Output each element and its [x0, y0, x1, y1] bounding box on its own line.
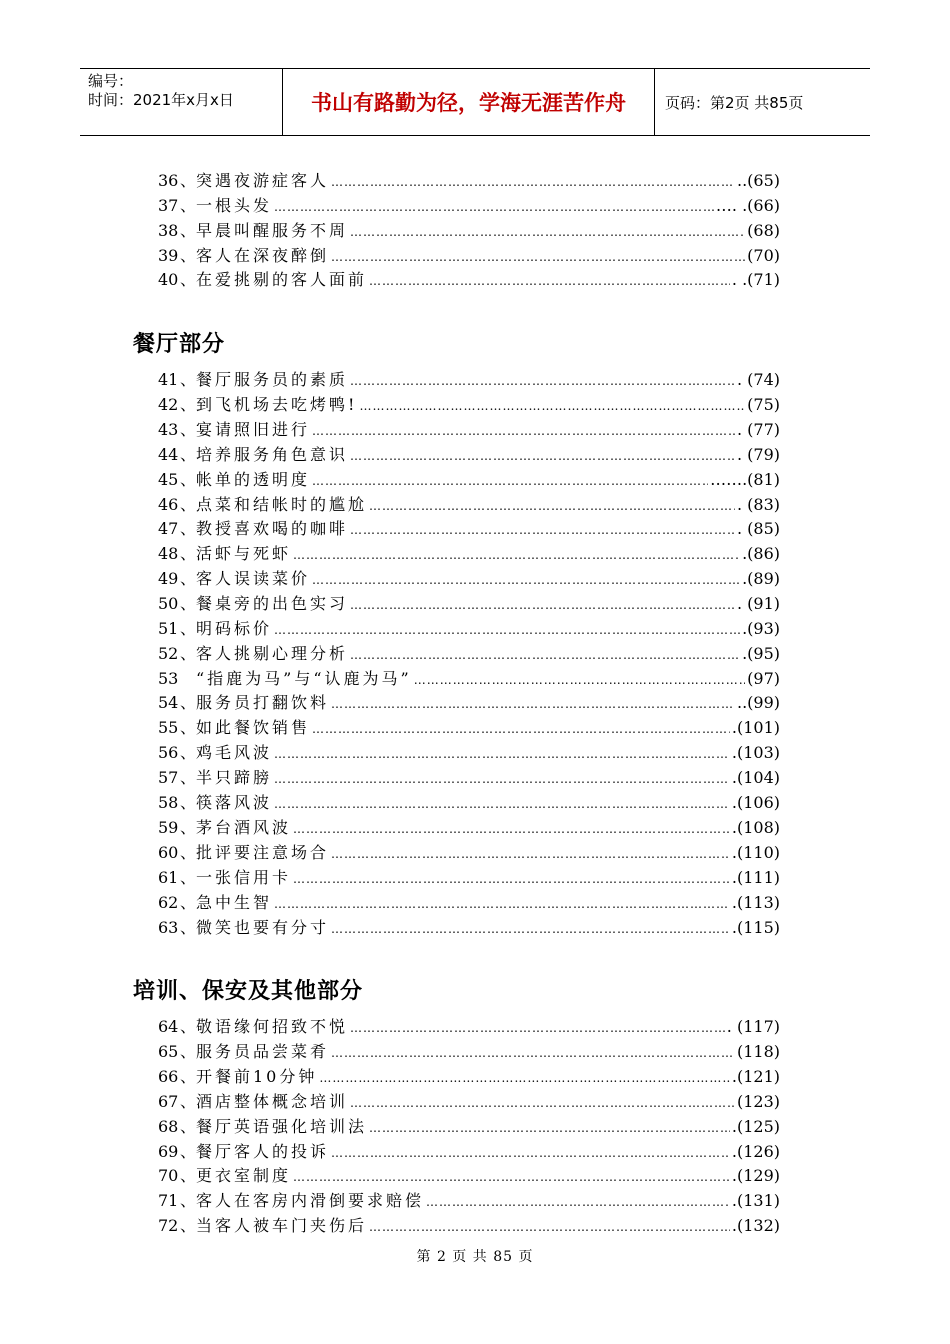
- entry-title: 早晨叫醒服务不周: [196, 221, 349, 240]
- entry-number: 43: [158, 420, 179, 439]
- entry-number: 63: [158, 918, 179, 937]
- toc-entry[interactable]: [158, 1140, 780, 1164]
- entry-separator: 、: [180, 1191, 197, 1210]
- toc-entry[interactable]: [158, 1015, 780, 1039]
- dot-leader: [312, 419, 735, 443]
- entry-number: 37: [158, 196, 179, 215]
- entry-page: .(111): [731, 868, 780, 887]
- entry-page: .(129): [731, 1166, 780, 1185]
- dot-leader: [293, 1165, 730, 1189]
- entry-page: . (79): [736, 445, 780, 464]
- entry-separator: 、: [180, 420, 197, 439]
- entry-page: (123): [736, 1092, 780, 1111]
- entry-separator: 、: [180, 196, 197, 215]
- entry-page: .(93): [742, 619, 780, 638]
- entry-separator: 、: [180, 171, 197, 190]
- date-label: 时间：2021年x月x日: [88, 91, 234, 109]
- toc-entry[interactable]: [158, 418, 780, 442]
- entry-number: 40: [158, 270, 179, 289]
- entry-separator: 、: [180, 893, 197, 912]
- dot-leader: [331, 1141, 730, 1165]
- entry-page: . (85): [736, 519, 780, 538]
- entry-title: 明码标价: [196, 619, 273, 638]
- entry-number: 48: [158, 544, 179, 563]
- toc-entry[interactable]: [158, 1065, 780, 1089]
- dot-leader: [350, 643, 740, 667]
- entry-title: 鸡毛风波: [196, 743, 273, 762]
- toc-entry[interactable]: [158, 1189, 780, 1213]
- dot-leader: [293, 817, 730, 841]
- entry-number: 57: [158, 768, 179, 787]
- entry-number: 70: [158, 1166, 179, 1185]
- dot-leader: [331, 917, 730, 941]
- entry-title: 服务员打翻饮料: [196, 693, 330, 712]
- entry-page: …….(81): [710, 470, 780, 489]
- toc-entry[interactable]: [158, 667, 780, 691]
- entry-title: 当客人被车门夹伤后: [196, 1216, 368, 1235]
- entry-page: (75): [747, 395, 780, 414]
- entry-separator: 、: [180, 818, 197, 837]
- entry-number: 50: [158, 594, 179, 613]
- toc-entry[interactable]: [158, 766, 780, 790]
- entry-page: . .(71): [731, 270, 780, 289]
- entry-separator: 、: [180, 644, 197, 663]
- page-header: [80, 68, 870, 136]
- dot-leader: [350, 369, 735, 393]
- dot-leader: [350, 220, 745, 244]
- entry-title: 餐桌旁的出色实习: [196, 594, 349, 613]
- entry-title: 微笑也要有分寸: [196, 918, 330, 937]
- entry-page: .(108): [731, 818, 780, 837]
- entry-number: 59: [158, 818, 179, 837]
- dot-leader: [293, 867, 730, 891]
- toc-entry[interactable]: [158, 368, 780, 392]
- entry-separator: 、: [180, 519, 197, 538]
- dot-leader: [274, 742, 730, 766]
- entry-separator: 、: [180, 1117, 197, 1136]
- entry-page: …. .(66): [715, 196, 780, 215]
- dot-leader: [331, 170, 735, 194]
- entry-number: 45: [158, 470, 179, 489]
- dot-leader: [293, 543, 740, 567]
- entry-separator: 、: [180, 918, 197, 937]
- entry-separator: 、: [180, 1017, 197, 1036]
- entry-number: 69: [158, 1142, 179, 1161]
- entry-title: 培养服务角色意识: [196, 445, 349, 464]
- entry-page: . (74): [736, 370, 780, 389]
- section-heading: 培训、保安及其他部分: [133, 979, 364, 1004]
- entry-title: 帐单的透明度: [196, 470, 311, 489]
- entry-title: 在爱挑剔的客人面前: [196, 270, 368, 289]
- entry-title: 餐厅客人的投诉: [196, 1142, 330, 1161]
- entry-page: .(115): [731, 918, 780, 937]
- entry-number: 67: [158, 1092, 179, 1111]
- entry-title: 点菜和结帐时的尴尬: [196, 495, 368, 514]
- entry-separator: 、: [180, 1042, 197, 1061]
- number-label: 编号：: [88, 72, 134, 90]
- header-motto: 书山有路勤为径，学海无涯苦作舟: [283, 69, 655, 135]
- entry-title: 到飞机场去吃烤鸭!: [196, 395, 358, 414]
- dot-leader: [369, 1215, 730, 1239]
- entry-separator: 、: [180, 569, 197, 588]
- toc-entry[interactable]: [158, 268, 780, 292]
- entry-number: 42: [158, 395, 179, 414]
- dot-leader: [274, 792, 730, 816]
- entry-title: 开餐前10分钟: [196, 1067, 318, 1086]
- entry-page: .(113): [731, 893, 780, 912]
- entry-page: .(126): [731, 1142, 780, 1161]
- toc-entry[interactable]: [158, 194, 780, 218]
- entry-separator: 、: [180, 221, 197, 240]
- entry-title: 批评要注意场合: [196, 843, 330, 862]
- entry-title: 一张信用卡: [196, 868, 292, 887]
- entry-page: .(110): [731, 843, 780, 862]
- entry-separator: 、: [180, 768, 197, 787]
- dot-leader: [331, 842, 730, 866]
- entry-page: (118): [736, 1042, 780, 1061]
- entry-title: “指鹿为马”与“认鹿为马”: [196, 669, 412, 688]
- toc-entry[interactable]: [158, 916, 780, 940]
- toc-entry[interactable]: [158, 1040, 780, 1064]
- entry-separator: 、: [180, 718, 197, 737]
- entry-number: 66: [158, 1067, 179, 1086]
- entry-title: 餐厅英语强化培训法: [196, 1117, 368, 1136]
- entry-separator: 、: [180, 843, 197, 862]
- entry-title: 客人误读菜价: [196, 569, 311, 588]
- dot-leader: [369, 1116, 730, 1140]
- entry-number: 36: [158, 171, 179, 190]
- entry-separator: 、: [180, 246, 197, 265]
- entry-separator: 、: [180, 1142, 197, 1161]
- toc-entry[interactable]: [158, 393, 780, 417]
- entry-title: 筷落风波: [196, 793, 273, 812]
- entry-title: 如此餐饮销售: [196, 718, 311, 737]
- entry-separator: 、: [180, 1067, 197, 1086]
- entry-number: 61: [158, 868, 179, 887]
- entry-page: .(121): [731, 1067, 780, 1086]
- dot-leader: [350, 1091, 735, 1115]
- entry-page: .(125): [731, 1117, 780, 1136]
- entry-number: 49: [158, 569, 179, 588]
- entry-number: 62: [158, 893, 179, 912]
- dot-leader: [350, 593, 735, 617]
- entry-page: ..(65): [736, 171, 780, 190]
- toc-entry[interactable]: [158, 642, 780, 666]
- entry-page: .(103): [731, 743, 780, 762]
- entry-separator: 、: [180, 1166, 197, 1185]
- entry-page: . (117): [726, 1017, 780, 1036]
- entry-page: .(101): [731, 718, 780, 737]
- entry-title: 服务员品尝菜肴: [196, 1042, 330, 1061]
- entry-separator: 、: [180, 470, 197, 489]
- entry-title: 急中生智: [196, 893, 273, 912]
- toc-entry[interactable]: [158, 691, 780, 715]
- entry-page: ..(99): [736, 693, 780, 712]
- toc-entry[interactable]: [158, 567, 780, 591]
- entry-number: 65: [158, 1042, 179, 1061]
- entry-number: 39: [158, 246, 179, 265]
- dot-leader: [369, 494, 735, 518]
- toc-entry[interactable]: [158, 816, 780, 840]
- entry-separator: 、: [180, 693, 197, 712]
- toc-entry[interactable]: [158, 517, 780, 541]
- dot-leader: [359, 394, 745, 418]
- entry-title: 一根头发: [196, 196, 273, 215]
- entry-title: 餐厅服务员的素质: [196, 370, 349, 389]
- toc-entry[interactable]: [158, 866, 780, 890]
- toc-entry[interactable]: [158, 592, 780, 616]
- entry-separator: 、: [180, 743, 197, 762]
- entry-title: 客人在客房内滑倒要求赔偿: [196, 1191, 425, 1210]
- dot-leader: [319, 1066, 730, 1090]
- entry-page: .(131): [731, 1191, 780, 1210]
- toc-entry[interactable]: [158, 716, 780, 740]
- dot-leader: [312, 469, 708, 493]
- entry-number: 41: [158, 370, 179, 389]
- entry-separator: 、: [180, 395, 197, 414]
- dot-leader: [274, 195, 714, 219]
- dot-leader: [369, 269, 730, 293]
- entry-page: .(132): [731, 1216, 780, 1235]
- entry-page: . (77): [736, 420, 780, 439]
- dot-leader: [274, 892, 730, 916]
- dot-leader: [350, 1016, 725, 1040]
- entry-title: 突遇夜游症客人: [196, 171, 330, 190]
- entry-page: (97): [747, 669, 780, 688]
- entry-title: 半只蹄膀: [196, 768, 273, 787]
- toc-entry[interactable]: [158, 1090, 780, 1114]
- entry-title: 客人挑剔心理分析: [196, 644, 349, 663]
- toc-entry[interactable]: [158, 1164, 780, 1188]
- entry-separator: 、: [180, 445, 197, 464]
- entry-separator: 、: [180, 495, 197, 514]
- entry-number: 68: [158, 1117, 179, 1136]
- entry-number: 71: [158, 1191, 179, 1210]
- toc-entry[interactable]: [158, 617, 780, 641]
- entry-number: 38: [158, 221, 179, 240]
- entry-separator: 、: [180, 270, 197, 289]
- entry-number: 56: [158, 743, 179, 762]
- entry-page: .(95): [742, 644, 780, 663]
- toc-entry[interactable]: [158, 169, 780, 193]
- entry-separator: 、: [180, 868, 197, 887]
- dot-leader: [312, 568, 740, 592]
- entry-separator: 、: [180, 544, 197, 563]
- entry-number: 72: [158, 1216, 179, 1235]
- entry-number: 54: [158, 693, 179, 712]
- entry-number: 55: [158, 718, 179, 737]
- toc-entry[interactable]: [158, 244, 780, 268]
- toc-entry[interactable]: [158, 219, 780, 243]
- entry-number: 46: [158, 495, 179, 514]
- entry-number: 47: [158, 519, 179, 538]
- dot-leader: [331, 245, 745, 269]
- toc-entry[interactable]: [158, 443, 780, 467]
- entry-number: 51: [158, 619, 179, 638]
- toc-entry[interactable]: [158, 841, 780, 865]
- toc-entry[interactable]: [158, 1115, 780, 1139]
- entry-separator: 、: [180, 793, 197, 812]
- toc-entry[interactable]: [158, 493, 780, 517]
- toc-entry[interactable]: [158, 1214, 780, 1238]
- entry-title: 教授喜欢喝的咖啡: [196, 519, 349, 538]
- entry-number: 60: [158, 843, 179, 862]
- entry-page: .(89): [742, 569, 780, 588]
- entry-title: 更衣室制度: [196, 1166, 292, 1185]
- dot-leader: [350, 444, 735, 468]
- toc-entry[interactable]: [158, 542, 780, 566]
- dot-leader: [331, 692, 735, 716]
- entry-title: 活虾与死虾: [196, 544, 292, 563]
- entry-number: 52: [158, 644, 179, 663]
- entry-title: 茅台酒风波: [196, 818, 292, 837]
- entry-page: (68): [747, 221, 780, 240]
- dot-leader: [426, 1190, 730, 1214]
- dot-leader: [331, 1041, 735, 1065]
- page-footer: 第 2 页 共 85 页: [416, 1249, 534, 1265]
- entry-separator: 、: [180, 1092, 197, 1111]
- toc-entry[interactable]: [158, 468, 780, 492]
- entry-separator: 、: [180, 619, 197, 638]
- entry-page: . (83): [736, 495, 780, 514]
- toc-entry[interactable]: [158, 741, 780, 765]
- entry-page: (70): [747, 246, 780, 265]
- entry-title: 酒店整体概念培训: [196, 1092, 349, 1111]
- entry-title: 敬语缘何招致不悦: [196, 1017, 349, 1036]
- toc-entry[interactable]: [158, 791, 780, 815]
- dot-leader: [350, 518, 735, 542]
- dot-leader: [274, 767, 730, 791]
- entry-separator: 、: [180, 1216, 197, 1235]
- entry-title: 宴请照旧进行: [196, 420, 311, 439]
- header-meta: [80, 69, 283, 135]
- header-page-info: 页码：第2页 共85页: [665, 93, 804, 112]
- toc-entry[interactable]: [158, 891, 780, 915]
- entry-number: 44: [158, 445, 179, 464]
- entry-title: 客人在深夜醉倒: [196, 246, 330, 265]
- entry-page: . (91): [736, 594, 780, 613]
- entry-number: 53: [158, 669, 179, 688]
- entry-separator: 、: [180, 594, 197, 613]
- entry-page: .(86): [742, 544, 780, 563]
- entry-page: .(106): [731, 793, 780, 812]
- entry-separator: 、: [180, 370, 197, 389]
- entry-page: .(104): [731, 768, 780, 787]
- entry-number: 58: [158, 793, 179, 812]
- dot-leader: [414, 668, 745, 692]
- entry-number: 64: [158, 1017, 179, 1036]
- section-heading: 餐厅部分: [133, 332, 226, 357]
- dot-leader: [274, 618, 740, 642]
- dot-leader: [312, 717, 730, 741]
